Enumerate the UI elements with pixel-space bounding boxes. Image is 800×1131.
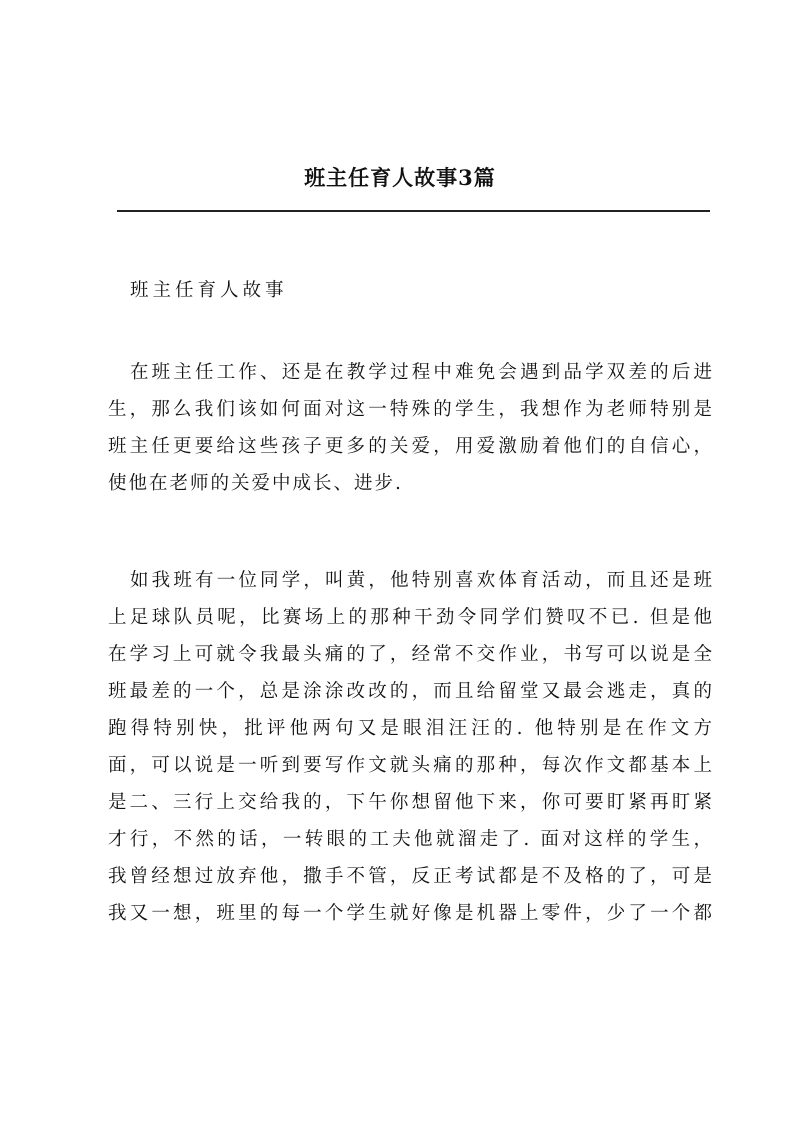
- paragraph-line: 才行，不然的话，一转眼的工夫他就溜走了. 面对这样的学生，: [108, 829, 714, 850]
- paragraph-line: 上足球队员呢，比赛场上的那种干劲令同学们赞叹不已. 但是他: [108, 607, 714, 628]
- paragraph-line: 面，可以说是一听到要写作文就头痛的那种，每次作文都基本上: [108, 755, 714, 776]
- paragraph-line: 如我班有一位同学，叫黄，他特别喜欢体育活动，而且还是班: [130, 570, 714, 591]
- paragraph-2: [108, 562, 714, 932]
- section-heading: 班主任育人故事: [130, 280, 288, 301]
- paragraph-line: 跑得特别快，批评他两句又是眼泪汪汪的. 他特别是在作文方: [108, 718, 714, 739]
- paragraph-1: [108, 354, 714, 502]
- paragraph-line: 班主任更要给这些孩子更多的关爱，用爱激励着他们的自信心，: [108, 436, 714, 457]
- paragraph-line: 班最差的一个，总是涂涂改改的，而且给留堂又最会逃走，真的: [108, 681, 714, 702]
- title-underline: [117, 210, 710, 212]
- paragraph-line: 我曾经想过放弃他，撒手不管，反正考试都是不及格的了，可是: [108, 866, 714, 887]
- paragraph-line: 生，那么我们该如何面对这一特殊的学生，我想作为老师特别是: [108, 399, 714, 420]
- document-title: 班主任育人故事3篇: [304, 165, 496, 190]
- paragraph-line: 使他在老师的关爱中成长、进步.: [108, 473, 403, 494]
- paragraph-line: 是二、三行上交给我的，下午你想留他下来，你可要盯紧再盯紧: [108, 792, 714, 813]
- paragraph-line: 在学习上可就令我最头痛的了，经常不交作业，书写可以说是全: [108, 644, 714, 665]
- paragraph-line: 我又一想，班里的每一个学生就好像是机器上零件，少了一个都: [108, 903, 714, 924]
- paragraph-line: 在班主任工作、还是在教学过程中难免会遇到品学双差的后进: [130, 362, 714, 383]
